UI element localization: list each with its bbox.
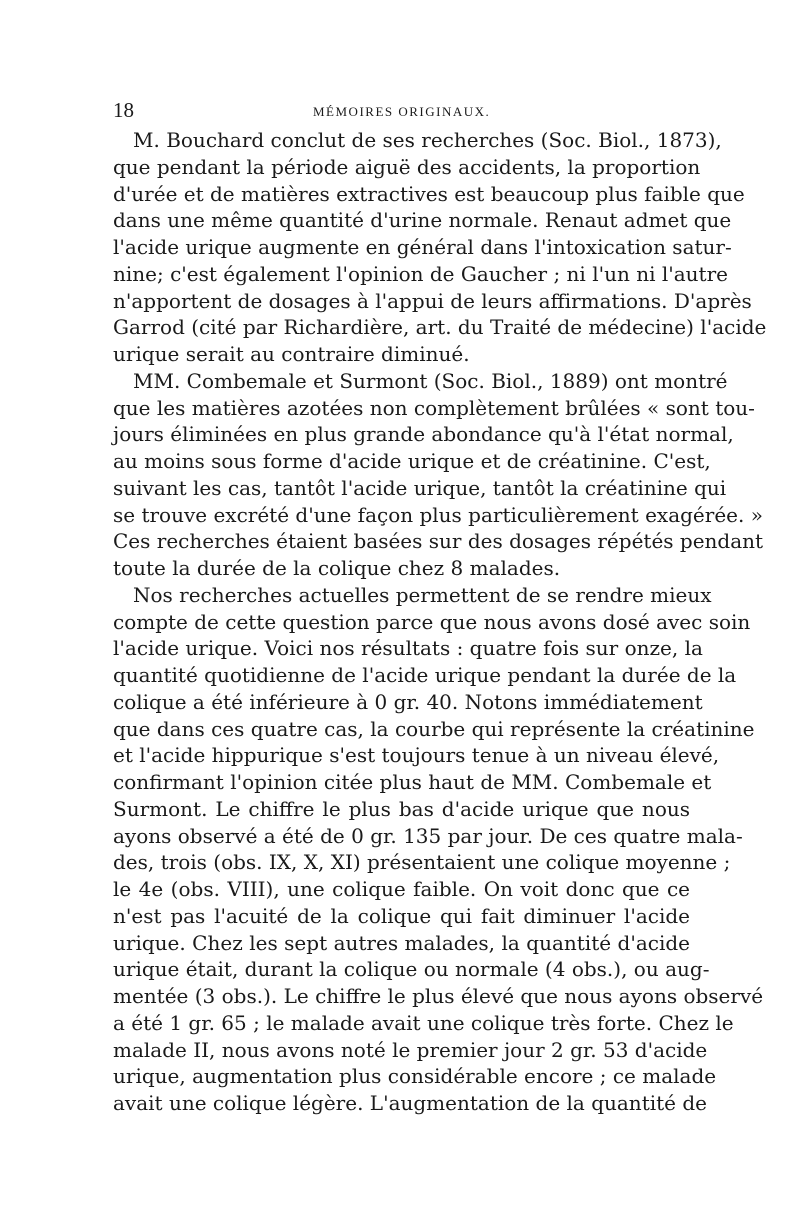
text-line: l'acide urique. Voici nos résultats : quatre fois sur onze, la [113,636,703,661]
text-line: MM. Combemale et Surmont (Soc. Biol., 1889) ont montré [133,368,728,393]
text-line: au moins sous forme d'acide urique et de créatinine. C'est, [113,449,711,473]
text-line: compte de cette question parce que nous avons dosé avec soin [113,609,751,634]
text-line: urique serait au contraire diminué. [113,342,470,366]
text-line: que les matières azotées non complètement brûlées « sont tou- [113,395,755,420]
text-line: M. Bouchard conclut de ses recherches (Soc. Biol., 1873), [133,128,722,152]
text-line: se trouve excrété d'une façon plus particulièrement exagérée. » [113,502,763,527]
text-line: avait une colique légère. L'augmentation de la quantité de [113,1091,707,1115]
text-line: Garrod (cité par Richardière, art. du Traité de médecine) l'acide [113,315,767,340]
text-line: d'urée et de matières extractives est beaucoup plus faible que [113,181,745,206]
text-line: ayons observé a été de 0 gr. 135 par jour. De ces quatre mala- [113,823,743,848]
running-head: MÉMOIRES ORIGINAUX. [313,104,491,119]
text-line: malade II, nous avons noté le premier jour 2 gr. 53 d'acide [113,1037,708,1062]
text-line: dans une même quantité d'urine normale. Renaut admet que [113,208,732,233]
text-line: n'apportent de dosages à l'appui de leurs affirmations. D'après [113,288,752,313]
text-line: a été 1 gr. 65 ; le malade avait une colique très forte. Chez le [113,1010,734,1035]
text-line: nine; c'est également l'opinion de Gaucher ; ni l'un ni l'autre [113,261,728,286]
text-line: suivant les cas, tantôt l'acide urique, tantôt la créatinine qui [113,475,727,500]
text-line: Ces recherches étaient basées sur des dosages répétés pendant [113,529,764,554]
text-line: urique. Chez les sept autres malades, la quantité d'acide [113,930,690,955]
text-line: le 4e (obs. VIII), une colique faible. On voit donc que ce [113,877,690,901]
text-line: Nos recherches actuelles permettent de se rendre mieux [133,582,712,607]
text-line: jours éliminées en plus grande abondance qu'à l'état normal, [113,422,734,447]
text-line: confirmant l'opinion citée plus haut de MM. Combemale et [113,770,712,794]
text-line: l'acide urique augmente en général dans l'intoxication satur- [113,235,732,259]
text-line: mentée (3 obs.). Le chiffre le plus élevé que nous ayons observé [113,984,764,1008]
text-line: n'est pas l'acuité de la colique qui fait diminuer l'acide [113,903,690,928]
text-line: quantité quotidienne de l'acide urique pendant la durée de la [113,663,737,687]
body-text [113,127,767,1117]
text-line: et l'acide hippurique s'est toujours tenue à un niveau élevé, [113,743,720,768]
text-line: des, trois (obs. IX, X, XI) présentaient une colique moyenne ; [113,850,731,875]
text-line: Surmont. Le chiffre le plus bas d'acide urique que nous [113,796,690,821]
page-header [113,100,690,124]
text-line: colique a été inférieure à 0 gr. 40. Notons immédiatement [113,689,703,714]
text-line: urique était, durant la colique ou normale (4 obs.), ou aug- [113,957,710,982]
text-line: urique, augmentation plus considérable encore ; ce malade [113,1064,717,1089]
page-number: 18 [113,98,134,122]
text-line: que dans ces quatre cas, la courbe qui représente la créatinine [113,716,755,741]
text-line: toute la durée de la colique chez 8 malades. [113,556,561,580]
text-line: que pendant la période aiguë des accidents, la proportion [113,154,701,179]
